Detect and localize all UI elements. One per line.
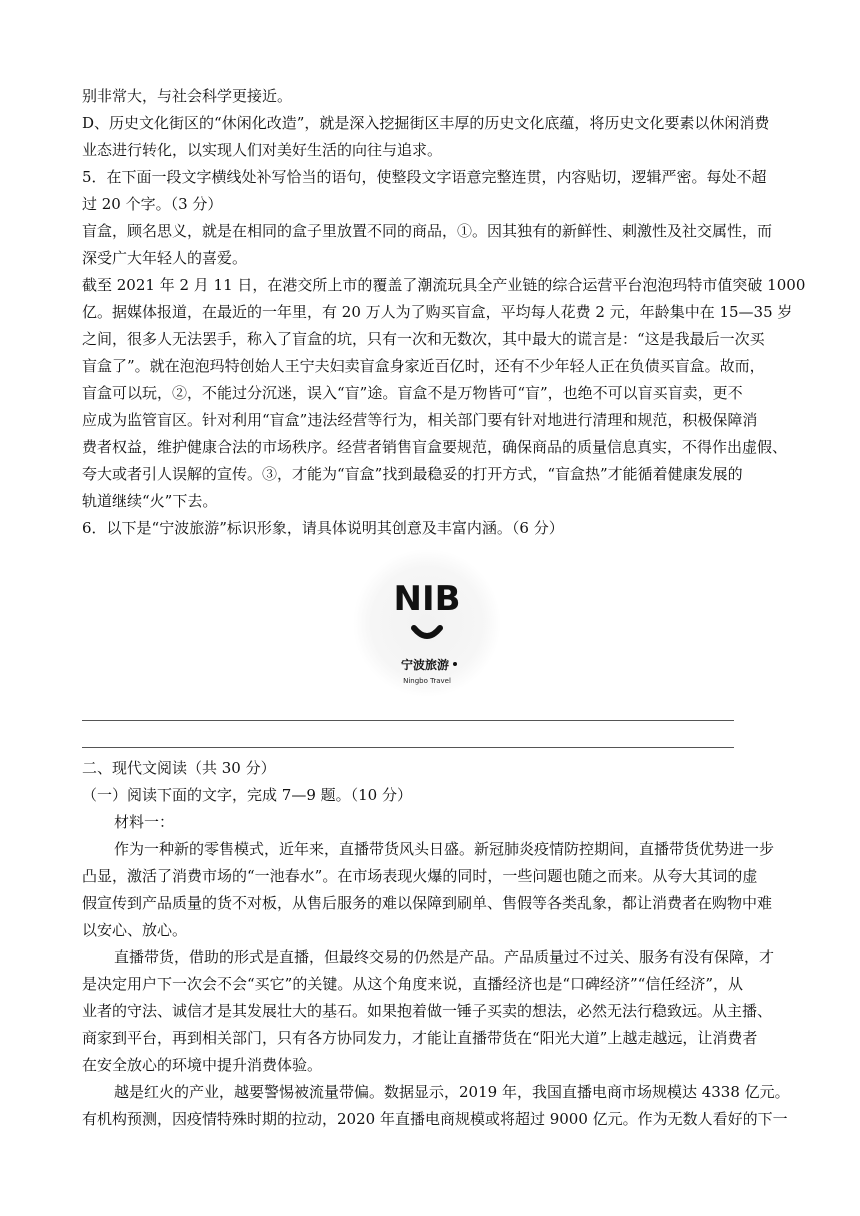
material-line: 业者的守法、诚信才是其发展壮大的基石。如果抱着做一锤子买卖的想法，必然无法行稳致远。从主播、 xyxy=(82,1002,773,1020)
answer-line xyxy=(82,747,734,748)
logo-caption: 宁波旅游 xyxy=(400,658,450,672)
passage-line: 截至 2021 年 2 月 11 日，在港交所上市的覆盖了潮流玩具全产业链的综合运营平台泡泡玛特市值突破 1000 xyxy=(82,276,806,294)
passage-line: 轨道继续“火”下去。 xyxy=(82,492,218,510)
text-line: D、历史文化街区的“休闲化改造”，就是深入挖掘街区丰厚的历史文化底蕴，将历史文化要素以休闲消费 xyxy=(82,114,770,132)
text-line: 别非常大，与社会科学更接近。 xyxy=(82,87,293,105)
section-subheading: （一）阅读下面的文字，完成 7—9 题。（10 分） xyxy=(82,786,412,804)
material-line: 凸显，激活了消费市场的“一池春水”。在市场表现火爆的同时，一些问题也随之而来。从夸大其词的虚 xyxy=(82,867,758,885)
material-line: 越是红火的产业，越要警惕被流量带偏。数据显示，2019 年，我国直播电商市场规模达 4338 亿元。 xyxy=(114,1083,790,1101)
passage-line: 之间，很多人无法罢手，称入了盲盒的坑，只有一次和无数次，其中最大的谎言是：“这是我最后一次买 xyxy=(82,330,765,348)
text-line: 业态进行转化，以实现人们对美好生活的向往与追求。 xyxy=(82,141,443,159)
material-line: 以安心、放心。 xyxy=(82,921,188,939)
answer-line xyxy=(82,720,734,721)
question-6-stem: 6．以下是“宁波旅游”标识形象，请具体说明其创意及丰富内涵。（6 分） xyxy=(82,519,564,537)
passage-line: 费者权益，维护健康合法的市场秩序。经营者销售盲盒要规范，确保商品的质量信息真实，不得作出虚假、 xyxy=(82,438,788,456)
passage-line: 夸大或者引人误解的宣传。③，才能为“盲盒”找到最稳妥的打开方式，“盲盒热”才能循着健康发展的 xyxy=(82,465,743,483)
material-line: 有机构预测，因疫情特殊时期的拉动，2020 年直播电商规模或将超过 9000 亿元。作为无数人看好的下一 xyxy=(82,1110,788,1128)
logo-background xyxy=(353,549,501,697)
material-label: 材料一： xyxy=(114,813,175,831)
passage-line: 深受广大年轻人的喜爱。 xyxy=(82,249,248,267)
ningbo-travel-logo xyxy=(352,548,502,698)
passage-line: 盲盒，顾名思义，就是在相同的盒子里放置不同的商品，①。因其独有的新鲜性、刺激性及社交属性，而 xyxy=(82,222,773,240)
logo-dot-icon xyxy=(453,662,457,666)
material-line: 假宣传到产品质量的货不对板，从售后服务的难以保障到刷单、售假等各类乱象，都让消费者在购物中难 xyxy=(82,894,773,912)
question-5-stem: 过 20 个字。（3 分） xyxy=(82,195,223,213)
material-line: 作为一种新的零售模式，近年来，直播带货风头日盛。新冠肺炎疫情防控期间，直播带货优势进一步 xyxy=(114,840,775,858)
question-5-stem: 5．在下面一段文字横线处补写恰当的语句，使整段文字语意完整连贯，内容贴切，逻辑严密。每处不超 xyxy=(82,168,767,186)
logo-subcaption: Ningbo Travel xyxy=(403,677,451,685)
material-line: 在安全放心的环境中提升消费体验。 xyxy=(82,1056,323,1074)
material-line: 是决定用户下一次会不会“买它”的关键。从这个角度来说，直播经济也是“口碑经济”“信任经济”，从 xyxy=(82,975,744,993)
section-heading: 二、现代文阅读（共 30 分） xyxy=(82,759,276,777)
logo-letters: NIB xyxy=(393,579,461,619)
passage-line: 亿。据媒体报道，在最近的一年里，有 20 万人为了购买盲盒，平均每人花费 2 元，年龄集中在 15—35 岁 xyxy=(82,303,793,321)
passage-line: 应成为监管盲区。针对利用“盲盒”违法经营等行为，相关部门要有针对地进行清理和规范，积极保障消 xyxy=(82,411,758,429)
material-line: 直播带货，借助的形式是直播，但最终交易的仍然是产品。产品质量过不过关、服务有没有保障，才 xyxy=(114,948,775,966)
material-line: 商家到平台，再到相关部门，只有各方协同发力，才能让直播带货在“阳光大道”上越走越远，让消费者 xyxy=(82,1029,758,1047)
passage-line: 盲盒可以玩，②，不能过分沉迷，误入“盲”途。盲盒不是万物皆可“盲”，也绝不可以盲买盲卖，更不 xyxy=(82,384,743,402)
passage-line: 盲盒了”。就在泡泡玛特创始人王宁夫妇卖盲盒身家近百亿时，还有不少年轻人正在负债买盲盒。故而， xyxy=(82,357,765,375)
